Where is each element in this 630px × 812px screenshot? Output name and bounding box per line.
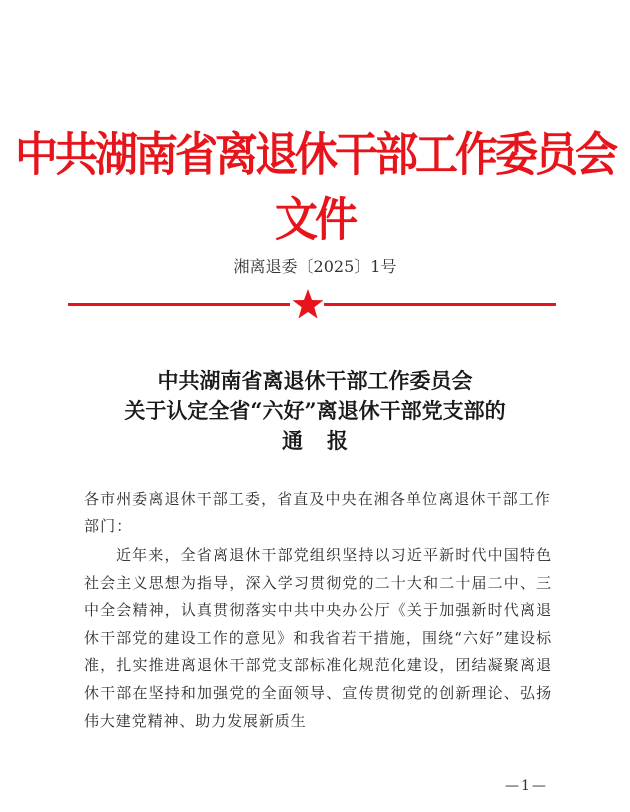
- document-title-line-2: 关于认定全省“六好”离退休干部党支部的: [124, 398, 506, 423]
- star-icon: [292, 288, 324, 320]
- salutation: 各市州委离退休干部工委，省直及中央在湘各单位离退休干部工作部门：: [84, 490, 551, 535]
- document-number: 湘离退委〔2025〕1号: [233, 257, 397, 276]
- masthead-title: 中共湖南省离退休干部工作委员会文件: [15, 128, 615, 248]
- body-paragraph: 近年来，全省离退休干部党组织坚持以习近平新时代中国特色社会主义思想为指导，深入学习贯彻党的二十大和二十届二中、三中全会精神，认真贯彻落实中共中央办公厅《关于加强新时代离退休干部党的建设工作的意见》和我省若干措施，围绕“六好”建设标准，扎实推进离退休干部党支部标准化规范化建设，团结凝聚离退休干部在坚持和加强党的全面领导、宣传贯彻党的创新理论、弘扬伟大建党精神、助力发展新质生: [84, 546, 552, 730]
- document-title-line-1: 中共湖南省离退休干部工作委员会: [157, 368, 473, 393]
- page-number: —1—: [505, 778, 548, 794]
- red-divider-left: [68, 303, 290, 306]
- red-divider-right: [324, 303, 556, 306]
- document-title-line-3: 通报: [282, 428, 372, 453]
